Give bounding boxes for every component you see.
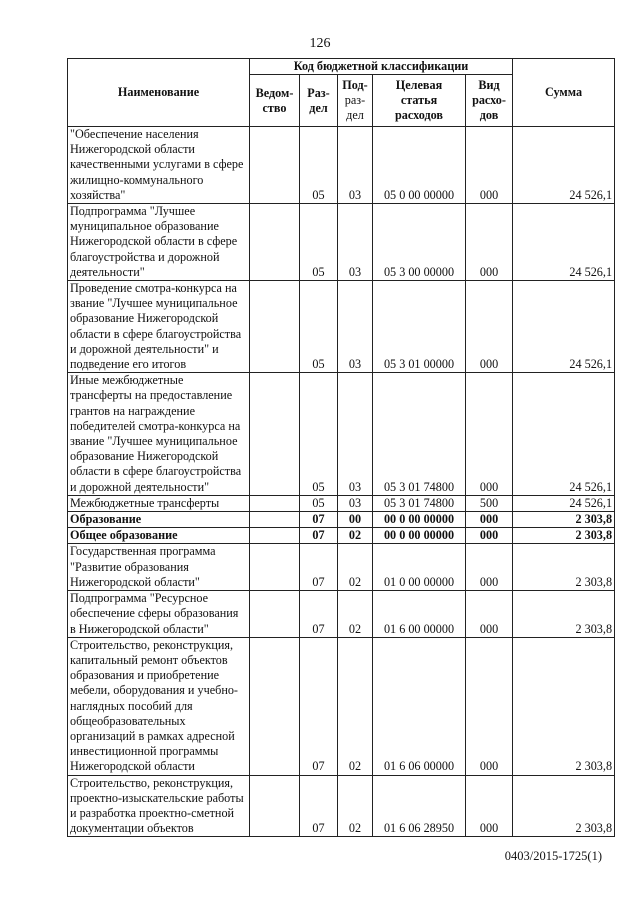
header-target-article: Целевая статья расходов — [373, 75, 466, 127]
row-vedomstvo — [250, 775, 300, 837]
table-row — [68, 127, 615, 204]
row-podrazdel: 02 — [338, 637, 373, 775]
row-name-line: звание "Лучшее муниципальное — [70, 296, 238, 311]
row-sum: 24 526,1 — [513, 281, 615, 373]
table-row — [68, 373, 615, 496]
row-name — [68, 495, 250, 511]
row-name-line: образование Нижегородской — [70, 311, 219, 326]
row-sum: 24 526,1 — [513, 373, 615, 496]
row-name-line: наглядных пособий для — [70, 698, 193, 713]
row-name — [68, 775, 250, 837]
row-name-line: Нижегородской области — [70, 759, 195, 774]
row-sum: 2 303,8 — [513, 528, 615, 544]
row-name — [68, 544, 250, 591]
row-expense-type: 000 — [466, 637, 513, 775]
table-row — [68, 512, 615, 528]
row-target-article: 05 3 00 00000 — [373, 204, 466, 281]
row-name-line: Строительство, реконструкция, — [70, 637, 234, 652]
row-name-line: качественными услугами в сфере — [70, 157, 244, 172]
row-target-article: 05 0 00 00000 — [373, 127, 466, 204]
document-code: 0403/2015-1725(1) — [504, 849, 602, 863]
row-name-line: "Развитие образования — [70, 559, 189, 574]
row-sum: 24 526,1 — [513, 204, 615, 281]
header-vedomstvo: Ведом- ство — [250, 75, 300, 127]
row-name-line: Общее образование — [70, 528, 178, 543]
table-row — [68, 637, 615, 775]
row-target-article: 00 0 00 00000 — [373, 512, 466, 528]
row-expense-type: 000 — [466, 373, 513, 496]
row-target-article: 01 6 06 28950 — [373, 775, 466, 837]
row-name-line: области в сфере благоустройства — [70, 326, 242, 341]
row-podrazdel: 02 — [338, 544, 373, 591]
row-target-article: 00 0 00 00000 — [373, 528, 466, 544]
row-name-line: организаций в рамках адресной — [70, 728, 235, 743]
row-podrazdel: 02 — [338, 528, 373, 544]
row-podrazdel: 00 — [338, 512, 373, 528]
row-name-line: муниципальное образование — [70, 219, 219, 234]
row-vedomstvo — [250, 637, 300, 775]
row-name-line: Подпрограмма "Лучшее — [70, 204, 196, 219]
row-name-line: проектно-изыскательские работы — [70, 790, 244, 805]
row-vedomstvo — [250, 373, 300, 496]
row-vedomstvo — [250, 544, 300, 591]
row-name-line: благоустройства и дорожной — [70, 249, 220, 264]
row-sum: 24 526,1 — [513, 127, 615, 204]
row-name-line: грантов на награждение — [70, 403, 195, 418]
table-row — [68, 591, 615, 638]
row-target-article: 01 6 00 00000 — [373, 591, 466, 638]
row-expense-type: 000 — [466, 127, 513, 204]
header-podrazdel: Под- раз- дел — [338, 75, 373, 127]
header-name: Наименование — [68, 59, 250, 127]
table-header — [68, 59, 615, 127]
row-name-line: образования и приобретение — [70, 668, 220, 683]
row-name-line: звание "Лучшее муниципальное — [70, 434, 238, 449]
row-name — [68, 204, 250, 281]
row-vedomstvo — [250, 512, 300, 528]
row-razdel: 05 — [300, 204, 338, 281]
header-sum: Сумма — [513, 59, 615, 127]
budget-table — [67, 58, 615, 837]
row-name — [68, 127, 250, 204]
table-row — [68, 495, 615, 511]
row-expense-type: 000 — [466, 544, 513, 591]
row-podrazdel: 03 — [338, 204, 373, 281]
row-name-line: Иные межбюджетные — [70, 373, 184, 388]
row-razdel: 05 — [300, 127, 338, 204]
row-name-line: трансферты на предоставление — [70, 388, 233, 403]
row-name-line: и разработка проектно-сметной — [70, 805, 235, 820]
row-name-line: деятельности" — [70, 264, 145, 279]
header-razdel: Раз- дел — [300, 75, 338, 127]
row-expense-type: 500 — [466, 495, 513, 511]
row-name-line: Проведение смотра-конкурса на — [70, 281, 237, 296]
header-classification-group: Код бюджетной классификации — [250, 59, 513, 75]
row-name-line: Государственная программа — [70, 544, 216, 559]
row-name-line: "Обеспечение населения — [70, 127, 199, 141]
row-expense-type: 000 — [466, 528, 513, 544]
row-sum: 2 303,8 — [513, 775, 615, 837]
table-row — [68, 544, 615, 591]
row-name-line: капитальный ремонт объектов — [70, 652, 228, 667]
row-razdel: 05 — [300, 495, 338, 511]
row-name-line: инвестиционной программы — [70, 744, 219, 759]
row-name-line: Нижегородской области" — [70, 574, 200, 589]
row-target-article: 05 3 01 00000 — [373, 281, 466, 373]
row-expense-type: 000 — [466, 204, 513, 281]
row-sum: 2 303,8 — [513, 544, 615, 591]
row-razdel: 07 — [300, 512, 338, 528]
row-podrazdel: 03 — [338, 373, 373, 496]
row-vedomstvo — [250, 204, 300, 281]
row-name-line: в Нижегородской области" — [70, 621, 209, 636]
table-body — [68, 127, 615, 837]
row-target-article: 05 3 01 74800 — [373, 495, 466, 511]
row-name — [68, 637, 250, 775]
header-expense-type: Вид расхо- дов — [466, 75, 513, 127]
row-razdel: 05 — [300, 281, 338, 373]
row-name-line: документации объектов — [70, 821, 194, 836]
page-number: 126 — [309, 36, 331, 51]
row-vedomstvo — [250, 281, 300, 373]
row-name — [68, 528, 250, 544]
row-target-article: 05 3 01 74800 — [373, 373, 466, 496]
row-razdel: 05 — [300, 373, 338, 496]
row-name-line: Образование — [70, 512, 142, 527]
row-name-line: мебели, оборудования и учебно- — [70, 683, 238, 698]
row-name-line: хозяйства" — [70, 187, 126, 202]
row-razdel: 07 — [300, 637, 338, 775]
row-razdel: 07 — [300, 775, 338, 837]
row-name-line: Строительство, реконструкция, — [70, 775, 234, 790]
row-vedomstvo — [250, 528, 300, 544]
row-name-line: Подпрограмма "Ресурсное — [70, 591, 209, 606]
row-razdel: 07 — [300, 528, 338, 544]
row-sum: 24 526,1 — [513, 495, 615, 511]
row-name-line: и дорожной деятельности" — [70, 479, 210, 494]
table-row — [68, 204, 615, 281]
row-name-line: Межбюджетные трансферты — [70, 495, 220, 510]
row-name — [68, 591, 250, 638]
table-row — [68, 281, 615, 373]
row-expense-type: 000 — [466, 512, 513, 528]
table-row — [68, 528, 615, 544]
row-name-line: Нижегородской области в сфере — [70, 234, 238, 249]
row-podrazdel: 03 — [338, 495, 373, 511]
row-vedomstvo — [250, 127, 300, 204]
row-razdel: 07 — [300, 591, 338, 638]
row-name-line: образование Нижегородской — [70, 449, 219, 464]
row-sum: 2 303,8 — [513, 591, 615, 638]
row-razdel: 07 — [300, 544, 338, 591]
row-name-line: подведение его итогов — [70, 357, 187, 372]
row-podrazdel: 03 — [338, 127, 373, 204]
row-name-line: Нижегородской области — [70, 142, 195, 157]
row-target-article: 01 6 06 00000 — [373, 637, 466, 775]
row-name-line: и дорожной деятельности" и — [70, 341, 219, 356]
row-vedomstvo — [250, 495, 300, 511]
row-name-line: обеспечение сферы образования — [70, 606, 239, 621]
row-name-line: жилищно-коммунального — [70, 172, 204, 187]
row-target-article: 01 0 00 00000 — [373, 544, 466, 591]
row-name-line: общеобразовательных — [70, 713, 186, 728]
row-expense-type: 000 — [466, 775, 513, 837]
row-expense-type: 000 — [466, 591, 513, 638]
table-row — [68, 775, 615, 837]
row-name-line: победителей смотра-конкурса на — [70, 418, 241, 433]
row-name — [68, 281, 250, 373]
row-sum: 2 303,8 — [513, 512, 615, 528]
row-name — [68, 512, 250, 528]
row-expense-type: 000 — [466, 281, 513, 373]
row-name-line: области в сфере благоустройства — [70, 464, 242, 479]
row-podrazdel: 02 — [338, 591, 373, 638]
row-name — [68, 373, 250, 496]
row-podrazdel: 02 — [338, 775, 373, 837]
row-sum: 2 303,8 — [513, 637, 615, 775]
row-podrazdel: 03 — [338, 281, 373, 373]
row-vedomstvo — [250, 591, 300, 638]
